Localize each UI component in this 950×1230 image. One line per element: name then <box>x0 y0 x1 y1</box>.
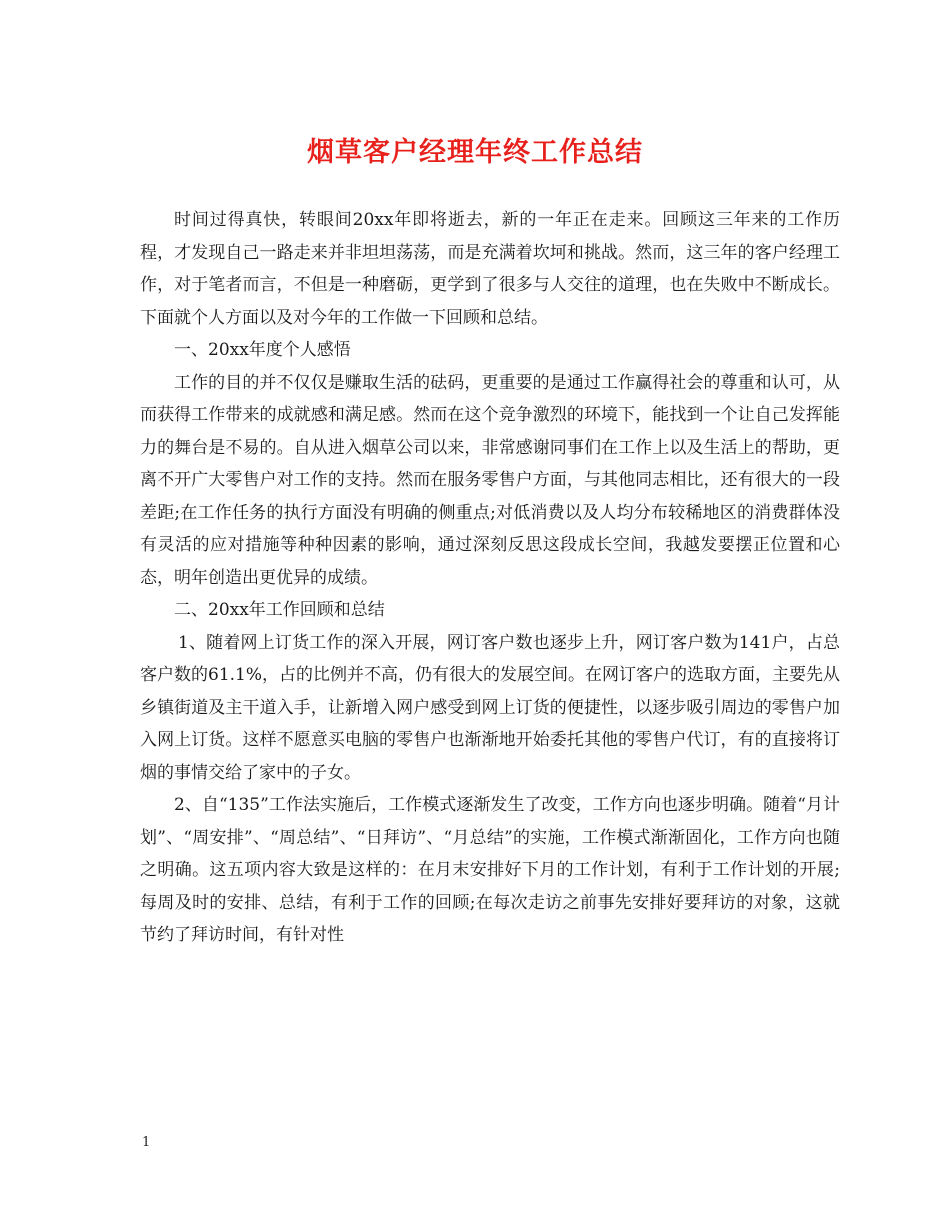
paragraph-personal-reflection: 工作的目的并不仅仅是赚取生活的砝码，更重要的是通过工作赢得社会的尊重和认可，从而获得工作带来的成就感和满足感。然而在这个竞争激烈的环境下，能找到一个让自己发挥能力的舞台是不易的。自从进入烟草公司以来，非常感谢同事们在工作上以及生活上的帮助，更离不开广大零售户对工作的支持。然而在服务零售户方面，与其他同志相比，还有很大的一段差距;在工作任务的执行方面没有明确的侧重点;对低消费以及人均分布较稀地区的消费群体没有灵活的应对措施等种种因素的影响，通过深刻反思这段成长空间，我越发要摆正位置和心态，明年创造出更优异的成绩。 <box>140 372 840 588</box>
paragraph-item-2: 2、自“135”工作法实施后，工作模式逐渐发生了改变，工作方向也逐步明确。随着“月计划”、“周安排”、“周总结”、“日拜访”、“月总结”的实施，工作模式渐渐固化，工作方向也随之明确。这五项内容大致是这样的：在月末安排好下月的工作计划，有利于工作计划的开展;每周及时的安排、总结，有利于工作的回顾;在每次走访之前事先安排好要拜访的对象，这就节约了拜访时间，有针对性 <box>140 795 840 945</box>
page-number: 1 <box>142 1135 151 1150</box>
document-body <box>140 204 840 952</box>
section-heading-2: 二、20xx年工作回顾和总结 <box>174 600 385 620</box>
paragraph-item-1: 1、随着网上订货工作的深入开展，网订客户数也逐步上升，网订客户数为141户，占总客户数的61.1%，占的比例并不高，仍有很大的发展空间。在网订客户的选取方面，主要先从乡镇街道及主干道入手，让新增入网户感受到网上订货的便捷性，以逐步吸引周边的零售户加入网上订货。这样不愿意买电脑的零售户也渐渐地开始委托其他的零售户代订，有的直接将订烟的事情交给了家中的子女。 <box>140 632 841 783</box>
paragraph-intro: 时间过得真快，转眼间20xx年即将逝去，新的一年正在走来。回顾这三年来的工作历程，才发现自己一路走来并非坦坦荡荡，而是充满着坎坷和挑战。然而，这三年的客户经理工作，对于笔者而言，不但是一种磨砺，更学到了很多与人交往的道理，也在失败中不断成长。下面就个人方面以及对今年的工作做一下回顾和总结。 <box>140 210 840 328</box>
document-title: 烟草客户经理年终工作总结 <box>307 137 643 168</box>
section-heading-1: 一、20xx年度个人感悟 <box>174 340 351 360</box>
